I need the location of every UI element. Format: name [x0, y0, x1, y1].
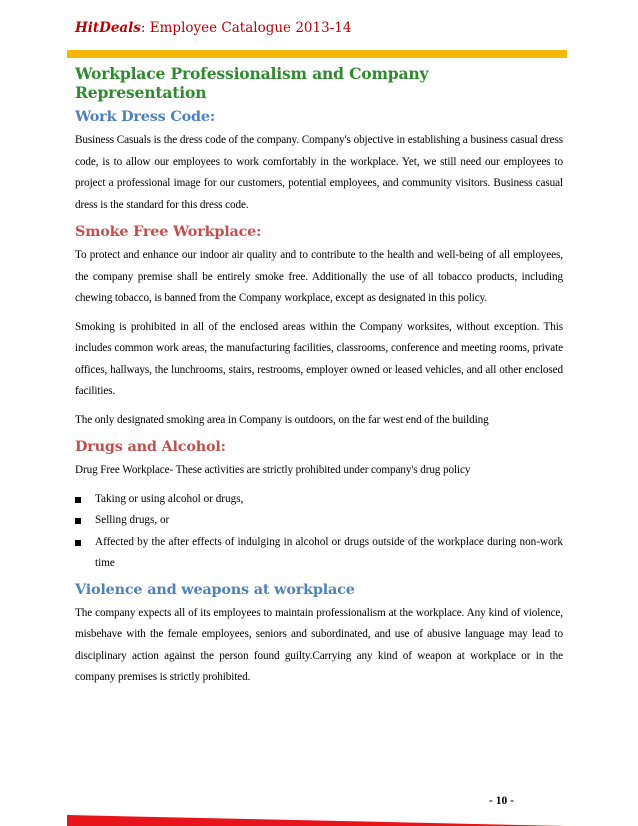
- heading-violence-weapons: Violence and weapons at workplace: [75, 580, 355, 598]
- drugs-list: [75, 489, 563, 575]
- header-colon: :: [140, 20, 146, 36]
- main-title: Workplace Professionalism and Company Representation: [75, 64, 429, 102]
- list-item: [75, 532, 563, 575]
- page-content: [75, 62, 563, 696]
- bullet-square-icon: [75, 497, 81, 503]
- heading-work-dress-code: Work Dress Code:: [75, 108, 215, 125]
- paragraph-dress-code: Business Casuals is the dress code of the company. Company's objective in establishing a business casual dress code, is to allow our employees to work comfortably in the workplace. Yet, we still need our employees to project a professional image for our customers, potential employees, and community visitors. Business casual dress is the standard for this dress code.: [75, 134, 563, 211]
- list-item-text: Taking or using alcohol or drugs,: [95, 492, 244, 505]
- list-item-text: Affected by the after effects of indulging in alcohol or drugs outside of the workplace during non-work time: [95, 535, 563, 569]
- heading-drugs-alcohol: Drugs and Alcohol:: [75, 438, 226, 455]
- paragraph-drugs-intro: Drug Free Workplace- These activities are strictly prohibited under company's drug policy: [75, 464, 471, 476]
- document-title: Employee Catalogue 2013-14: [149, 20, 352, 36]
- heading-smoke-free: Smoke Free Workplace:: [75, 223, 262, 240]
- paragraph-smoke-1: To protect and enhance our indoor air quality and to contribute to the health and well-being of all employees, the company premise shall be entirely smoke free. Additionally the use of all tobacco products, including chewing tobacco, is banned from the Company workplace, except as designated in this policy.: [75, 249, 563, 304]
- bullet-square-icon: [75, 540, 81, 546]
- list-item: [75, 510, 563, 532]
- running-header: [75, 20, 351, 36]
- page-number: - 10 -: [489, 795, 514, 807]
- paragraph-smoke-2: Smoking is prohibited in all of the enclosed areas within the Company worksites, without exception. This includes common work areas, the manufacturing facilities, classrooms, conference and meeting rooms, private offices, hallways, the lunchrooms, stairs, restrooms, employer owned or leased vehicles, and all other enclosed facilities.: [75, 320, 563, 397]
- list-item-text: Selling drugs, or: [95, 514, 170, 526]
- paragraph-violence: The company expects all of its employees to maintain professionalism at the workplace. Any kind of violence, misbehave with the female employees, seniors and subordinated, and use of abusive language may lead to disciplinary action against the person found guilty.Carrying any kind of weapon at workplace or in the company premises is strictly prohibited.: [75, 606, 563, 683]
- footer-red-band: [67, 815, 567, 826]
- paragraph-smoke-3: The only designated smoking area in Company is outdoors, on the far west end of the building: [75, 413, 489, 426]
- brand-name: HitDeals: [75, 20, 141, 36]
- bullet-square-icon: [75, 518, 81, 524]
- list-item: [75, 489, 563, 511]
- header-rule: [67, 50, 567, 58]
